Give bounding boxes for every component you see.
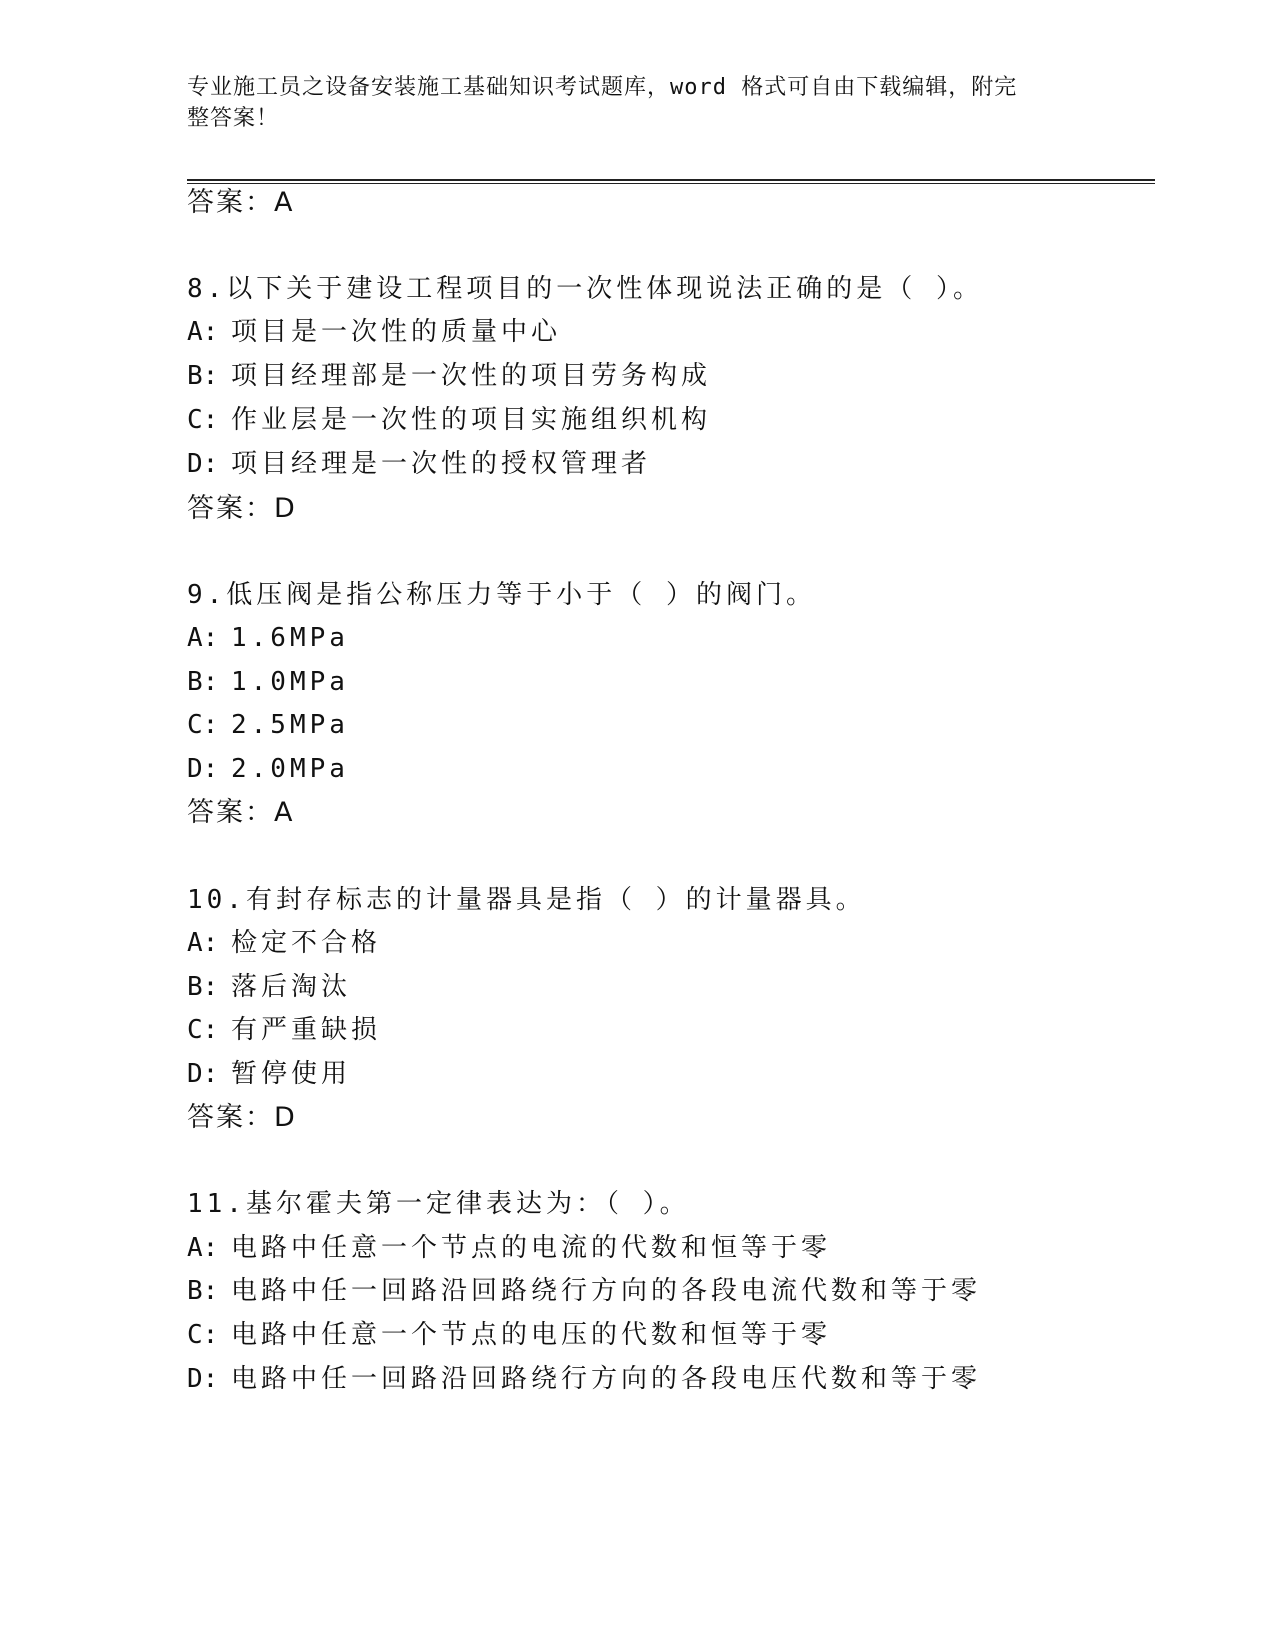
option-text: 电路中任一回路沿回路绕行方向的各段电压代数和等于零 [231,1364,982,1394]
option-label: B: [187,667,219,697]
option-line [187,971,351,1003]
option-text: 2.0MPa [231,754,349,784]
question-stem: 11.基尔霍夫第一定律表达为：（ ）。 [187,1189,690,1219]
option-line [187,316,561,348]
option-text: 1.0MPa [231,667,349,697]
question-stem: 8.以下关于建设工程项目的一次性体现说法正确的是（ ）。 [187,274,983,304]
option-text: 有严重缺损 [231,1015,382,1045]
question-stem: 9.低压阀是指公称压力等于小于（ ）的阀门。 [187,580,816,610]
option-label: A: [187,623,219,653]
option-label: D: [187,754,219,784]
option-line [187,1363,981,1395]
option-line [187,1014,381,1046]
option-line [187,927,381,959]
option-line [187,622,349,654]
option-text: 暂停使用 [231,1059,352,1089]
question-stem: 10.有封存标志的计量器具是指（ ）的计量器具。 [187,885,866,915]
option-label: C: [187,710,219,740]
answer-line: 答案：A [187,187,295,218]
option-label: A: [187,928,219,958]
option-text: 电路中任意一个节点的电压的代数和恒等于零 [231,1320,832,1350]
option-label: C: [187,1320,219,1350]
option-label: C: [187,1015,219,1045]
option-text: 电路中任一回路沿回路绕行方向的各段电流代数和等于零 [231,1276,982,1306]
header-line-1: 专业施工员之设备安装施工基础知识考试题库，word 格式可自由下载编辑，附完 [187,75,1018,100]
header-line-2: 整答案！ [187,106,280,131]
option-line [187,1058,351,1090]
option-text: 项目是一次性的质量中心 [231,317,562,347]
option-text: 作业层是一次性的项目实施组织机构 [231,405,712,435]
option-line [187,1275,981,1307]
option-label: B: [187,1276,219,1306]
option-line [187,1232,831,1264]
answer-line: 答案：D [187,1102,297,1133]
option-text: 落后淘汰 [231,972,352,1002]
option-text: 电路中任意一个节点的电流的代数和恒等于零 [231,1233,832,1263]
option-label: D: [187,449,219,479]
option-line [187,360,711,392]
option-line [187,709,349,741]
option-label: C: [187,405,219,435]
option-line [187,404,711,436]
option-text: 1.6MPa [231,623,349,653]
option-line [187,448,651,480]
option-label: A: [187,1233,219,1263]
answer-line: 答案：D [187,493,297,524]
header-divider [187,179,1155,184]
document-header [187,72,1067,134]
option-label: B: [187,972,219,1002]
option-text: 项目经理是一次性的授权管理者 [231,449,652,479]
option-text: 2.5MPa [231,710,349,740]
option-line [187,753,349,785]
option-line [187,666,349,698]
answer-line: 答案：A [187,797,295,828]
option-text: 检定不合格 [231,928,382,958]
option-label: A: [187,317,219,347]
option-label: D: [187,1059,219,1089]
option-label: D: [187,1364,219,1394]
option-text: 项目经理部是一次性的项目劳务构成 [231,361,712,391]
option-label: B: [187,361,219,391]
option-line [187,1319,831,1351]
